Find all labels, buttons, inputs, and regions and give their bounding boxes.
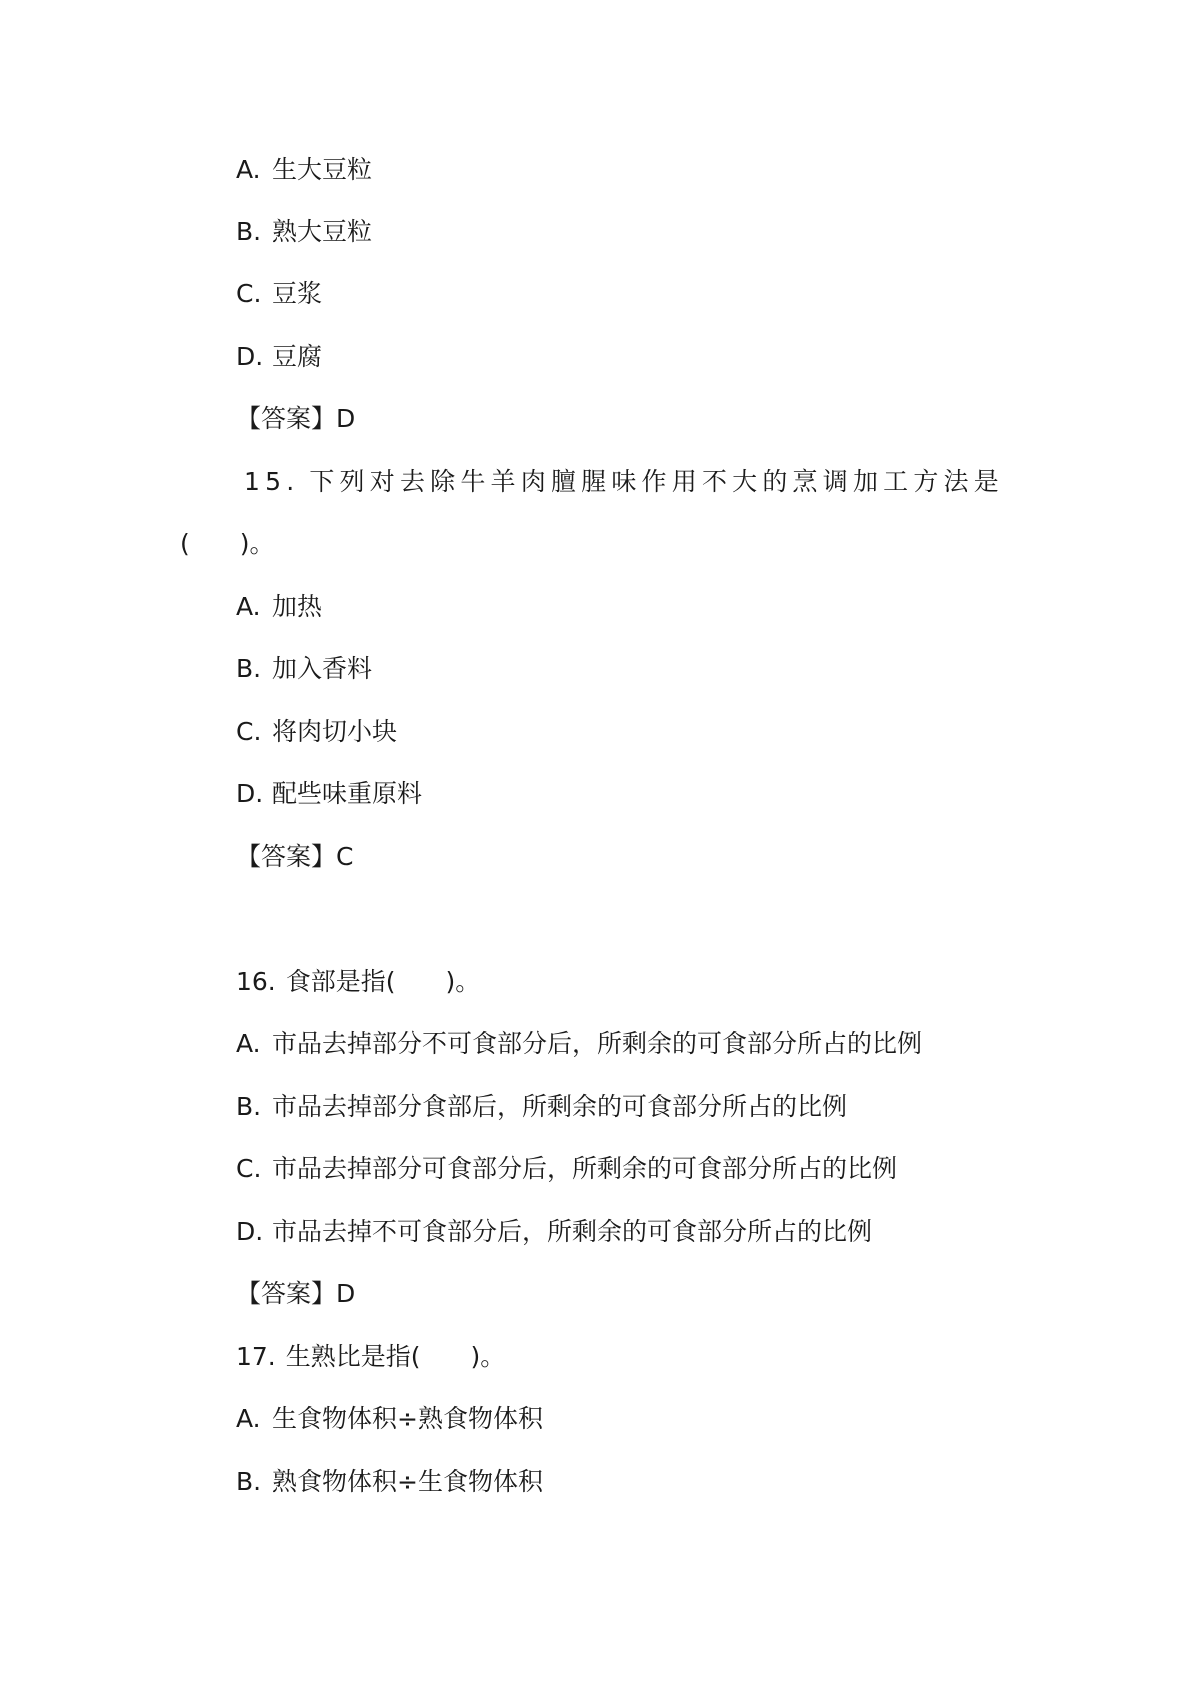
answer-value: D	[336, 1279, 356, 1308]
option-text: 将肉切小块	[272, 717, 398, 746]
option-text: 豆腐	[272, 342, 323, 371]
q14-option-b	[236, 215, 372, 249]
q15-stem-line1	[244, 465, 1004, 499]
option-text: 豆浆	[272, 279, 323, 308]
option-text: 生食物体积÷熟食物体积	[272, 1404, 543, 1433]
q14-option-c	[236, 277, 322, 311]
q15-answer	[236, 840, 353, 874]
option-letter: D.	[236, 1217, 264, 1246]
answer-value: D	[336, 404, 356, 433]
q14-option-a	[236, 153, 372, 187]
question-stem-continued: ( )。	[180, 529, 275, 558]
question-number: 17.	[236, 1342, 276, 1371]
q17-option-a	[236, 1402, 543, 1436]
option-letter: B.	[236, 654, 262, 683]
option-letter: B.	[236, 1467, 262, 1496]
q16-option-a	[236, 1027, 922, 1061]
option-letter: A.	[236, 155, 261, 184]
answer-value: C	[336, 842, 354, 871]
q15-option-b	[236, 652, 372, 686]
question-number: 15.	[244, 467, 300, 496]
option-text: 市品去掉不可食部分后，所剩余的可食部分所占的比例	[272, 1217, 873, 1246]
option-letter: A.	[236, 1029, 261, 1058]
question-stem: 下列对去除牛羊肉膻腥味作用不大的烹调加工方法是	[309, 467, 1004, 496]
option-letter: C.	[236, 279, 262, 308]
option-letter: C.	[236, 717, 262, 746]
option-text: 市品去掉部分不可食部分后，所剩余的可食部分所占的比例	[272, 1029, 923, 1058]
answer-label: 【答案】	[236, 404, 337, 433]
q14-answer	[236, 402, 355, 436]
q15-option-d	[236, 777, 422, 811]
option-text: 生大豆粒	[272, 155, 373, 184]
q15-stem-line2	[180, 527, 275, 561]
answer-label: 【答案】	[236, 842, 337, 871]
option-text: 加入香料	[272, 654, 373, 683]
option-letter: A.	[236, 1404, 261, 1433]
option-text: 熟大豆粒	[272, 217, 373, 246]
question-number: 16.	[236, 967, 276, 996]
option-text: 配些味重原料	[272, 779, 423, 808]
option-letter: B.	[236, 1092, 262, 1121]
question-stem: 生熟比是指( )。	[285, 1342, 506, 1371]
option-text: 加热	[272, 592, 323, 621]
q16-option-b	[236, 1090, 847, 1124]
q15-option-a	[236, 590, 322, 624]
option-letter: D.	[236, 342, 264, 371]
option-letter: C.	[236, 1154, 262, 1183]
option-text: 熟食物体积÷生食物体积	[272, 1467, 543, 1496]
q16-stem	[236, 965, 480, 999]
option-letter: D.	[236, 779, 264, 808]
q17-option-b	[236, 1465, 543, 1499]
option-text: 市品去掉部分食部后，所剩余的可食部分所占的比例	[272, 1092, 848, 1121]
q17-stem	[236, 1340, 505, 1374]
option-text: 市品去掉部分可食部分后，所剩余的可食部分所占的比例	[272, 1154, 898, 1183]
question-stem: 食部是指( )。	[285, 967, 481, 996]
q16-option-d	[236, 1215, 872, 1249]
option-letter: B.	[236, 217, 262, 246]
q16-option-c	[236, 1152, 897, 1186]
q14-option-d	[236, 340, 322, 374]
q15-option-c	[236, 715, 397, 749]
option-letter: A.	[236, 592, 261, 621]
q16-answer	[236, 1277, 355, 1311]
answer-label: 【答案】	[236, 1279, 337, 1308]
